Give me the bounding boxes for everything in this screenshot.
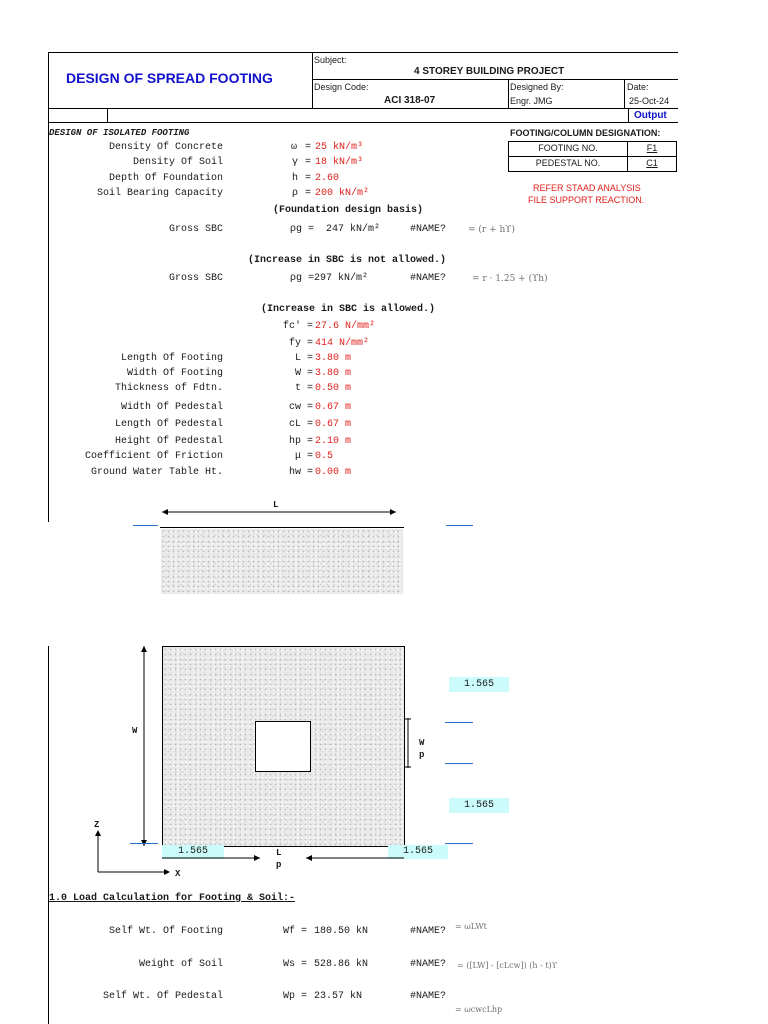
increase-allowed-note: (Increase in SBC is allowed.) (261, 304, 436, 315)
offset-value: 1.565 (388, 845, 448, 859)
dim-label: Coefficient Of Friction (84, 451, 223, 462)
dim-label: Width Of Pedestal (120, 402, 223, 413)
gross-sbc-value: 297 kN/m² (314, 273, 369, 284)
input-symbol: ρ (292, 188, 299, 199)
grid-line (446, 525, 473, 526)
equals-sign: = (305, 173, 312, 184)
load-formula: = ωLWt (455, 922, 487, 931)
x-axis-label: X (175, 869, 181, 879)
dim-value[interactable]: 3.80 m (315, 353, 352, 364)
dim-label: Length Of Pedestal (114, 419, 223, 430)
input-symbol: h (292, 173, 299, 184)
grid-line (445, 722, 473, 723)
gross-sbc-symbol: ρg = (290, 273, 315, 284)
pedestal-length-dimension (160, 853, 410, 863)
design-code-value: ACI 318-07 (384, 95, 436, 106)
width-label: W (132, 726, 138, 736)
dim-symbol: cL = (288, 419, 313, 430)
grid-line (445, 843, 473, 844)
pedestal-width-dimension (402, 716, 414, 770)
z-axis-label: Z (94, 820, 100, 830)
dim-label: Thickness of Fdtn. (114, 383, 223, 394)
section-title: DESIGN OF ISOLATED FOOTING (49, 128, 190, 138)
date-label: Date: (627, 82, 649, 92)
pedestal-no-label: PEDESTAL NO. (508, 156, 628, 172)
designed-by-label: Designed By: (510, 82, 564, 92)
equals-sign: = (305, 142, 312, 153)
input-value[interactable]: 18 kN/m³ (315, 157, 364, 168)
offset-value: 1.565 (162, 845, 224, 859)
name-error: #NAME? (410, 273, 447, 284)
input-value[interactable]: 2.60 (315, 173, 340, 184)
load-label: Self Wt. Of Footing (108, 926, 223, 937)
material-symbol: fy = (288, 338, 313, 349)
subject-value: 4 STOREY BUILDING PROJECT (414, 66, 565, 77)
name-error: #NAME? (410, 959, 447, 970)
material-value[interactable]: 27.6 N/mm² (315, 321, 376, 332)
grid-line (445, 763, 473, 764)
offset-value: 1.565 (449, 677, 509, 692)
dim-value[interactable]: 2.10 m (315, 436, 352, 447)
date-value: 25-Oct-24 (629, 96, 670, 106)
footing-elevation-section (161, 529, 403, 594)
gross-sbc-label: Gross SBC (168, 224, 223, 235)
gross-sbc-formula: = r · 1.25 + (ϒh) (472, 274, 548, 284)
material-value[interactable]: 414 N/mm² (315, 338, 370, 349)
input-label: Depth Of Foundation (108, 173, 223, 184)
load-value: 528.86 kN (314, 959, 369, 970)
dim-value[interactable]: 0.50 m (315, 383, 352, 394)
elevation-length-label: L (273, 500, 279, 510)
dim-symbol: W = (294, 368, 313, 379)
dim-value[interactable]: 0.67 m (315, 419, 352, 430)
gross-sbc-value: 247 kN/m² (326, 224, 381, 235)
pedestal-no-value[interactable]: C1 (627, 156, 677, 172)
input-symbol: ω (291, 142, 298, 153)
subject-label: Subject: (314, 55, 347, 65)
input-label: Soil Bearing Capacity (96, 188, 223, 199)
designation-title: FOOTING/COLUMN DESIGNATION: (510, 128, 661, 138)
grid-line (133, 525, 158, 526)
dim-value[interactable]: 0.67 m (315, 402, 352, 413)
load-symbol: Wp = (283, 991, 308, 1002)
dim-value[interactable]: 0.5 (315, 451, 334, 462)
input-label: Density Of Concrete (108, 142, 223, 153)
load-symbol: Wf = (283, 926, 308, 937)
staad-note-line1: REFER STAAD ANALYSIS (533, 183, 641, 193)
load-formula: = ωcwcLhp (455, 1005, 503, 1014)
dim-symbol: hw = (288, 467, 313, 478)
design-code-label: Design Code: (314, 82, 369, 92)
dim-symbol: hp = (288, 436, 313, 447)
input-symbol: γ (292, 157, 299, 168)
load-label: Weight of Soil (138, 959, 223, 970)
pedestal-length-label: L p (276, 848, 282, 870)
staad-note-line2: FILE SUPPORT REACTION. (528, 195, 645, 205)
designed-by-value: Engr. JMG (510, 96, 553, 106)
load-calc-title: 1.0 Load Calculation for Footing & Soil:- (49, 893, 296, 904)
equals-sign: = (305, 188, 312, 199)
axis-indicator (90, 820, 180, 880)
gross-sbc-formula: = (r + hϒ) (468, 225, 515, 235)
dim-value[interactable]: 3.80 m (315, 368, 352, 379)
increase-not-allowed-note: (Increase in SBC is not allowed.) (248, 255, 447, 266)
name-error: #NAME? (410, 224, 447, 235)
load-label: Self Wt. Of Pedestal (102, 991, 223, 1002)
dim-label: Ground Water Table Ht. (90, 467, 223, 478)
dim-value[interactable]: 0.00 m (315, 467, 352, 478)
pedestal-width-label: W p (419, 738, 425, 760)
page-title: DESIGN OF SPREAD FOOTING (66, 70, 273, 86)
load-symbol: Ws = (283, 959, 308, 970)
gross-sbc-label: Gross SBC (168, 273, 223, 284)
name-error: #NAME? (410, 991, 447, 1002)
dim-symbol: L = (294, 353, 313, 364)
input-value[interactable]: 200 kN/m² (315, 188, 370, 199)
load-value: 23.57 kN (314, 991, 363, 1002)
footing-no-value[interactable]: F1 (627, 141, 677, 157)
gross-sbc-symbol: ρg = (290, 224, 315, 235)
length-dimension-arrow (150, 505, 410, 521)
dim-label: Height Of Pedestal (114, 436, 223, 447)
equals-sign: = (305, 157, 312, 168)
input-label: Density Of Soil (132, 157, 223, 168)
dim-label: Length Of Footing (120, 353, 223, 364)
material-symbol: fc' = (282, 321, 313, 332)
dim-label: Width Of Footing (126, 368, 223, 379)
footing-no-label: FOOTING NO. (508, 141, 628, 157)
input-value[interactable]: 25 kN/m³ (315, 142, 364, 153)
ground-line (160, 527, 404, 528)
dim-symbol: μ = (294, 451, 313, 462)
load-formula: = ([LW] - [cLcw]) (h - t)ϒ (457, 961, 558, 970)
dim-symbol: cw = (288, 402, 313, 413)
load-value: 180.50 kN (314, 926, 369, 937)
dim-symbol: t = (294, 383, 313, 394)
output-label: Output (634, 110, 667, 121)
basis-note: (Foundation design basis) (273, 205, 424, 216)
pedestal-plan (255, 721, 311, 772)
name-error: #NAME? (410, 926, 447, 937)
offset-value: 1.565 (449, 798, 509, 813)
